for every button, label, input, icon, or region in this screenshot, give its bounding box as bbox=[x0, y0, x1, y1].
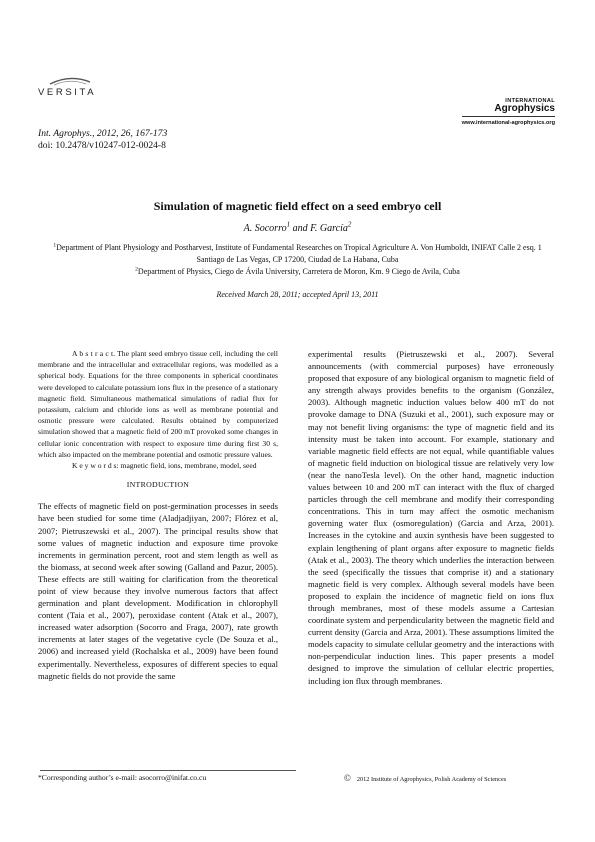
affiliation-1: $^1$Department of Plant Physiology and Postharvest, Institute of Fundamental Researches on Tropical Agriculture A. Von Humboldt, INIFAT Calle 2 esq. 1 Santiago de Las Vegas, CP 17200, Ciudad de La Habana, Cuba bbox=[53, 242, 542, 264]
intro-paragraph-right: experimental results (Pietruszewski et al., 2007). Several announcements (with commercial purposes) have erroneously proposed that exposure of any biological organism to magnetic field of any strength always provides benefits to the organism (González, 2003). Although magnetic induction values below 400 mT do not provoke damage to DNA (Suzuki et al., 2001), such exposure may or may not benefit living organisms: the type of magnetic field and its intensity must be taken into account. For example, stationary and variable magnetic field effects are not equal, while quantifiable values of magnetic field induction on biological tissue are relatively very low (near the nanoTesla level). On the other hand, magnetic induction values between 10 and 200 mT can interact with the flux of charged particles through the cell membrane and modify their corresponding concentrations. This in turn may affect the osmotic mechanism governing water flux (osmoregulation) (Garcia and Arza, 2001). Increases in the cytokine and auxin synthesis have been suggested to explain lengthening of plant organs after exposure to magnetic fields (Atak et al., 2003). The theory which underlies the interaction between the seed (specifically the tissues that comprise it) and a stationary magnetic field is very complex. Although several models have been proposed to explain the incidence of magnetic field on ions flux through membranes, most of these models assume a Cartesian coordinate system and perpendicularity between the magnetic field and current density (Garcia and Arza, 2001). These assumptions limited the models capacity to simulate cellular geometry and the interactions with non-perpendicular induction lines. This paper presents a model designed to improve the simulation of cellular electric properties, including ion flux through membranes. bbox=[308, 349, 554, 686]
citation: Int. Agrophys., 2012, 26, 167-173 bbox=[38, 128, 168, 139]
copyright-icon: © bbox=[344, 773, 351, 783]
corresponding-author: *Corresponding author’s e-mail: asocorro@inifat.co.cu bbox=[38, 773, 207, 782]
author-joiner: and bbox=[290, 223, 311, 234]
author-1: A. Socorro bbox=[243, 223, 287, 234]
doi[interactable]: doi: 10.2478/v10247-012-0024-8 bbox=[38, 140, 166, 151]
journal-superscript: INTERNATIONAL bbox=[505, 98, 555, 104]
authors bbox=[40, 220, 555, 234]
journal-name: Agrophysics bbox=[494, 103, 555, 114]
versita-swoosh-icon bbox=[48, 76, 92, 86]
affiliations bbox=[40, 242, 555, 278]
left-column bbox=[38, 348, 278, 682]
keywords-label: K e y w o r d s: bbox=[72, 461, 119, 471]
right-column bbox=[308, 348, 554, 687]
intro-paragraph-left: The effects of magnetic field on post-germination processes in seeds have been studied for some time (Aladjadjiyan, 2007; Flórez et al, 2007; Pietruszewski et al., 2007). The principal results show that some values of magnetic induction and exposure time provoke increments in germination percent, root and stem length as well as the biomass, at second week after sowing (Galland and Pazur, 2005). These effects are still waiting for clarification from the theoretical point of view because they involve numerous factors that affect germination and plant development. Modification in chlorophyll content (Taia et al., 2007), peroxidase content (Atak et al., 2007), increased water adsorption (Socorro and Fraga, 2007), rate growth increments at later stages of the vegetative cycle (De Souza et al., 2006) and increased yield (Rochalska et al., 2009) have been found experimentally. Nevertheless, exposures of different species to equal magnetic fields do not provide the same bbox=[38, 501, 278, 681]
author-2-sup: 2 bbox=[347, 220, 352, 229]
received-dates: Received March 28, 2011; accepted April 13, 2011 bbox=[216, 290, 379, 299]
abstract bbox=[38, 348, 278, 471]
copyright bbox=[344, 773, 506, 783]
publisher-logo-text: VERSITA bbox=[38, 87, 97, 98]
section-heading-introduction: INTRODUCTION bbox=[126, 480, 190, 490]
journal-divider bbox=[462, 116, 555, 117]
citation-block bbox=[38, 128, 167, 152]
keywords: magnetic field, ions, membrane, model, seed bbox=[120, 461, 257, 471]
versita-logo bbox=[38, 76, 118, 102]
abstract-label: A b s t r a c t. bbox=[72, 349, 116, 358]
article-title: Simulation of magnetic field effect on a seed embryo cell bbox=[153, 199, 442, 213]
journal-logo bbox=[462, 98, 555, 126]
copyright-text: 2012 Institute of Agrophysics, Polish Academy of Sciences bbox=[356, 776, 507, 783]
footnote-divider bbox=[40, 770, 296, 771]
journal-url[interactable]: www.international-agrophysics.org bbox=[461, 120, 555, 126]
author-2: F. García bbox=[310, 223, 348, 234]
abstract-text: The plant seed embryo tissue cell, including the cell membrane and the intracellular and extracellular regions, was modelled as a spherical body. Equations for the three components in spherical coordinates were developed to calculate potassium ions flux in the presence of a stationary magnetic field. Simultaneous mathematical simulations of radial flux for potassium, calcium and chloride ions as well as membrane potential and osmotic pressure were calculated. Results obtained by computerized simulation showed that a magnetic field of 200 mT provoked some changes in cellular ionic concentration with respect to exposure time during first 30 s, which also impacted on the membrane potential and osmotic pressure values. bbox=[38, 349, 278, 459]
affiliation-2: $^2$Department of Physics, Ciego de Ávila University, Carretera de Moron, Km. 9 Ciego de Avila, Cuba bbox=[135, 266, 460, 276]
author-1-sup: 1 bbox=[286, 220, 291, 229]
